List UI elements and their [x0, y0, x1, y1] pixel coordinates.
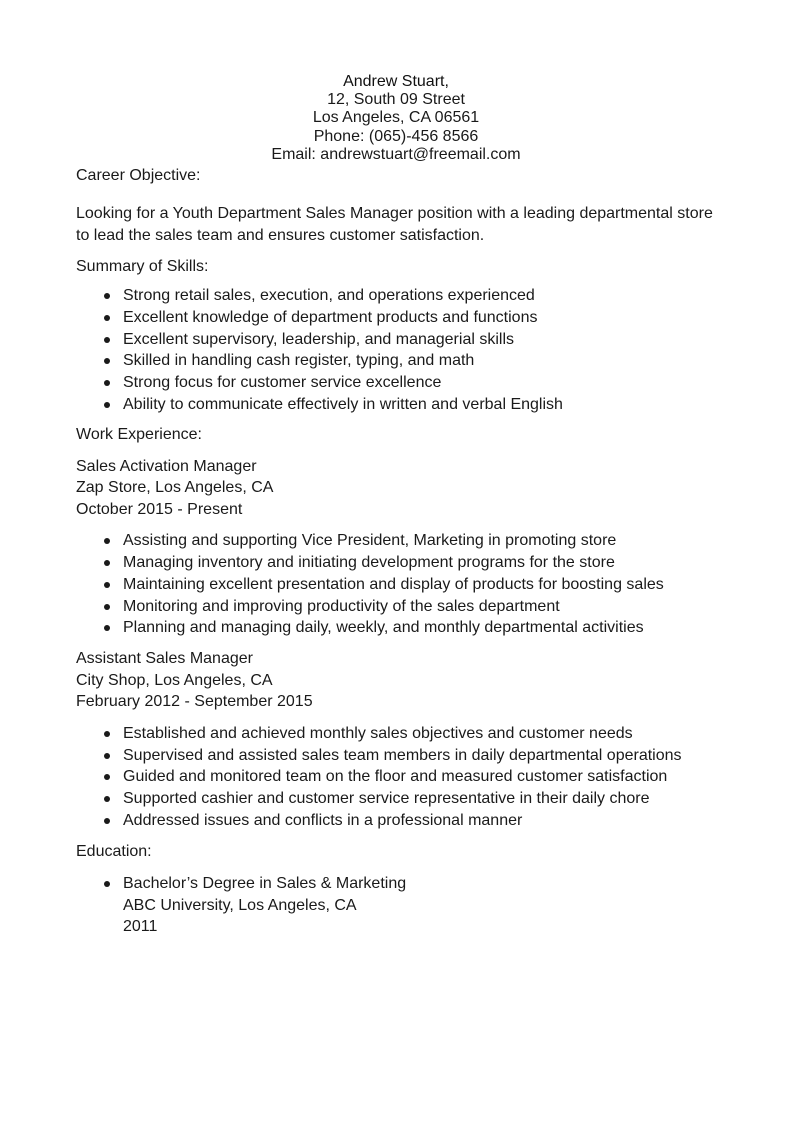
list-item: Skilled in handling cash register, typing, and math [123, 350, 753, 372]
job-1-period: October 2015 - Present [76, 500, 243, 518]
list-item: Ability to communicate effectively in written and verbal English [123, 394, 753, 416]
list-item: Excellent knowledge of department products and functions [123, 307, 753, 329]
degree: Bachelor’s Degree in Sales & Marketing [123, 874, 407, 892]
graduation-year: 2011 [123, 918, 158, 936]
list-item: Maintaining excellent presentation and display of products for boosting sales [123, 574, 753, 596]
objective-line-2: to lead the sales team and ensures customer satisfaction. [76, 227, 485, 245]
job-2-period: February 2012 - September 2015 [76, 693, 313, 711]
address-line-2: Los Angeles, CA 06561 [312, 109, 480, 127]
skills-list [76, 285, 753, 416]
list-item: Assisting and supporting Vice President, Marketing in promoting store [123, 530, 753, 552]
job-2-duties [76, 723, 753, 832]
list-item: Planning and managing daily, weekly, and monthly departmental activities [123, 617, 753, 639]
education-heading: Education: [76, 842, 152, 860]
job-2-role: Assistant Sales Manager [76, 650, 253, 668]
list-item: Strong retail sales, execution, and operations experienced [123, 285, 753, 307]
list-item: Addressed issues and conflicts in a professional manner [123, 810, 753, 832]
school: ABC University, Los Angeles, CA [123, 896, 357, 914]
experience-heading: Work Experience: [76, 425, 202, 443]
phone-line: Phone: (065)-456 8566 [313, 127, 479, 145]
candidate-name: Andrew Stuart, [343, 73, 449, 90]
job-1-role: Sales Activation Manager [76, 457, 257, 475]
list-item: Monitoring and improving productivity of the sales department [123, 596, 753, 618]
list-item: Guided and monitored team on the floor and measured customer satisfaction [123, 766, 753, 788]
list-item: Excellent supervisory, leadership, and managerial skills [123, 329, 753, 351]
contact-header [76, 73, 716, 164]
list-item: Supported cashier and customer service representative in their daily chore [123, 788, 753, 810]
email-line: Email: andrewstuart@freemail.com [271, 145, 521, 163]
education-list [76, 873, 753, 938]
job-1-company: Zap Store, Los Angeles, CA [76, 479, 274, 497]
address-line-1: 12, South 09 Street [327, 91, 465, 109]
list-item: Managing inventory and initiating development programs for the store [123, 552, 753, 574]
job-1-duties [76, 530, 753, 639]
objective-line-1: Looking for a Youth Department Sales Manager position with a leading departmental store [76, 205, 713, 223]
list-item [123, 873, 753, 938]
list-item: Supervised and assisted sales team members in daily departmental operations [123, 745, 753, 767]
list-item: Established and achieved monthly sales objectives and customer needs [123, 723, 753, 745]
list-item: Strong focus for customer service excellence [123, 372, 753, 394]
job-2-company: City Shop, Los Angeles, CA [76, 671, 273, 689]
skills-heading: Summary of Skills: [76, 258, 209, 276]
objective-heading: Career Objective: [76, 167, 201, 185]
